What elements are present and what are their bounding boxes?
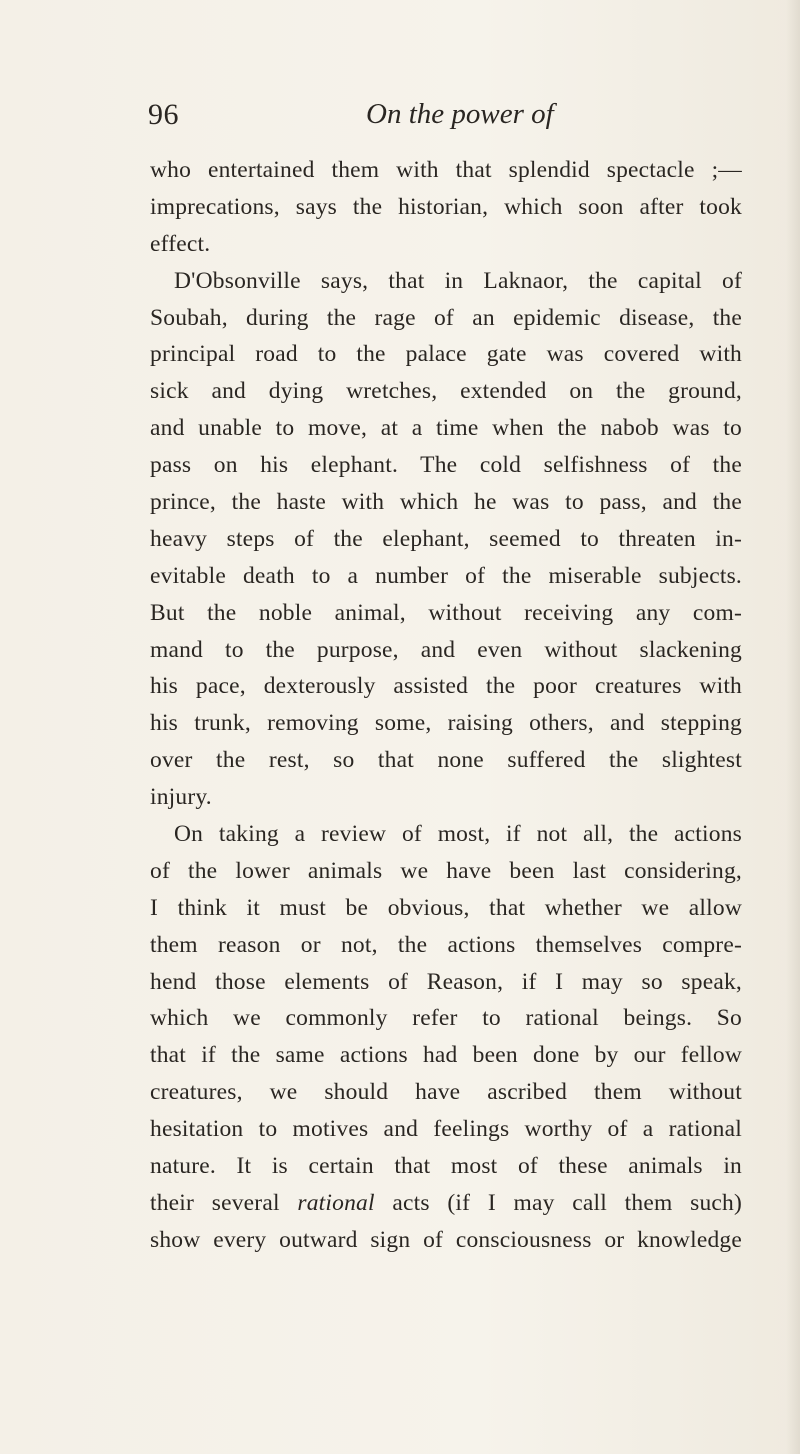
text-line: over the rest, so that none suffered the slightest <box>150 747 742 774</box>
text-line: nature. It is certain that most of these animals in <box>150 1153 742 1180</box>
text-line: hend those elements of Reason, if I may so speak, <box>150 968 742 995</box>
text-line: I think it must be obvious, that whether we allow <box>150 894 742 921</box>
page-number: 96 <box>148 98 179 131</box>
text-line <box>150 1185 742 1222</box>
text-line: injury. <box>150 784 212 811</box>
text-line: mand to the purpose, and even without slackening <box>150 636 742 663</box>
text-line: principal road to the palace gate was covered with <box>150 341 742 368</box>
text-line: who entertained them with that splendid spectacle ;— <box>150 157 742 183</box>
text-segment: their several <box>150 1189 298 1216</box>
text-line: his trunk, removing some, raising others, and stepping <box>150 710 742 737</box>
text-line: show every outward sign of consciousness or knowledge <box>150 1226 742 1253</box>
text-line: effect. <box>150 230 211 257</box>
text-line: imprecations, says the historian, which soon after took <box>150 193 742 220</box>
text-line: pass on his elephant. The cold selfishness of the <box>150 452 742 479</box>
running-head <box>148 98 708 138</box>
text-line: creatures, we should have ascribed them without <box>150 1079 742 1106</box>
text-segment: acts (if I may call them such) <box>374 1189 743 1216</box>
text-line: prince, the haste with which he was to pass, and the <box>150 489 742 516</box>
text-line: sick and dying wretches, extended on the ground, <box>150 378 742 405</box>
text-line: On taking a review of most, if not all, the actions <box>174 821 742 848</box>
text-line: evitable death to a number of the miserable subjects. <box>150 562 742 589</box>
text-line: them reason or not, the actions themselves compre- <box>150 931 742 958</box>
text-line: that if the same actions had been done by our fellow <box>150 1042 742 1069</box>
text-line: Soubah, during the rage of an epidemic disease, the <box>150 304 742 331</box>
body-text <box>150 152 742 1259</box>
text-line: of the lower animals we have been last considering, <box>150 857 742 884</box>
text-line: and unable to move, at a time when the nabob was to <box>150 415 742 442</box>
text-line: heavy steps of the elephant, seemed to threaten in- <box>150 525 742 552</box>
text-line: which we commonly refer to rational beings. So <box>150 1005 742 1032</box>
text-line: his pace, dexterously assisted the poor creatures with <box>150 673 742 700</box>
text-line: But the noble animal, without receiving any com- <box>150 599 742 626</box>
text-line: D'Obsonville says, that in Laknaor, the capital of <box>174 267 742 294</box>
running-title: On the power of <box>366 98 554 130</box>
page-edge-shadow <box>786 0 800 1454</box>
italic-word: rational <box>297 1189 375 1216</box>
text-line: hesitation to motives and feelings worthy of a rational <box>150 1116 742 1143</box>
